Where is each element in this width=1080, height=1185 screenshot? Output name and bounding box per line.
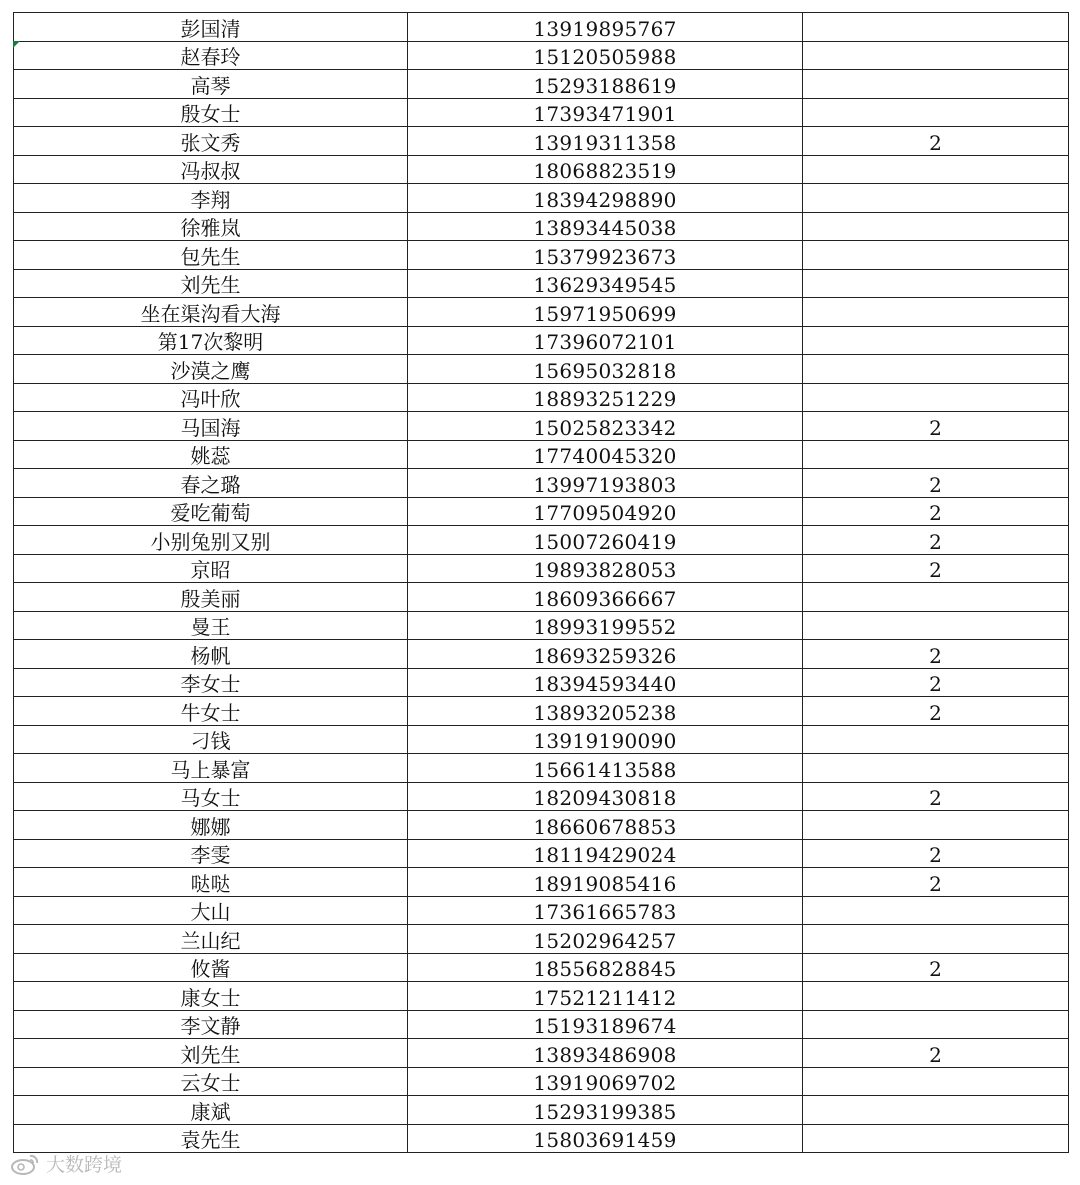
count-cell[interactable]	[803, 982, 1069, 1011]
count-cell[interactable]	[803, 298, 1069, 327]
table-row	[14, 668, 1069, 697]
phone-cell[interactable]: 17740045320	[408, 440, 803, 469]
count-cell[interactable]	[803, 896, 1069, 925]
phone-cell[interactable]: 15971950699	[408, 298, 803, 327]
phone-cell[interactable]: 15120505988	[408, 41, 803, 70]
table-row	[14, 725, 1069, 754]
phone-cell[interactable]: 18693259326	[408, 640, 803, 669]
count-cell[interactable]: 2	[803, 640, 1069, 669]
table-row	[14, 440, 1069, 469]
table-row	[14, 1124, 1069, 1153]
count-cell[interactable]: 2	[803, 782, 1069, 811]
name-cell[interactable]: 彭国清	[14, 13, 408, 42]
count-cell[interactable]: 2	[803, 953, 1069, 982]
name-cell[interactable]: 杨帆	[14, 640, 408, 669]
table-row	[14, 269, 1069, 298]
watermark-text: 大数跨境	[46, 1154, 123, 1176]
phone-cell[interactable]: 18556828845	[408, 953, 803, 982]
name-cell[interactable]: 娜娜	[14, 811, 408, 840]
phone-cell[interactable]: 18660678853	[408, 811, 803, 840]
table-row	[14, 583, 1069, 612]
cell-error-indicator-icon	[13, 41, 20, 48]
table-row	[14, 469, 1069, 498]
table-row	[14, 298, 1069, 327]
name-cell[interactable]: 坐在渠沟看大海	[14, 298, 408, 327]
table-row	[14, 1039, 1069, 1068]
name-cell[interactable]: 爱吃葡萄	[14, 497, 408, 526]
phone-cell[interactable]: 13997193803	[408, 469, 803, 498]
phone-cell[interactable]: 18394593440	[408, 668, 803, 697]
watermark	[10, 1150, 122, 1177]
table-row	[14, 839, 1069, 868]
count-cell[interactable]	[803, 440, 1069, 469]
table-row	[14, 982, 1069, 1011]
name-cell[interactable]: 马上暴富	[14, 754, 408, 783]
count-cell[interactable]	[803, 155, 1069, 184]
count-cell[interactable]	[803, 811, 1069, 840]
table-row	[14, 925, 1069, 954]
name-cell[interactable]: 马国海	[14, 412, 408, 441]
table-row	[14, 697, 1069, 726]
count-cell[interactable]	[803, 355, 1069, 384]
phone-cell[interactable]: 17709504920	[408, 497, 803, 526]
phone-cell[interactable]: 13893205238	[408, 697, 803, 726]
count-cell[interactable]: 2	[803, 127, 1069, 156]
phone-cell[interactable]: 18893251229	[408, 383, 803, 412]
table-row	[14, 1067, 1069, 1096]
count-cell[interactable]	[803, 184, 1069, 213]
name-cell[interactable]: 兰山纪	[14, 925, 408, 954]
count-cell[interactable]	[803, 1067, 1069, 1096]
count-cell[interactable]: 2	[803, 1039, 1069, 1068]
count-cell[interactable]	[803, 212, 1069, 241]
name-cell[interactable]: 康女士	[14, 982, 408, 1011]
spreadsheet-grid	[13, 12, 1068, 1153]
phone-cell[interactable]: 18993199552	[408, 611, 803, 640]
name-cell[interactable]: 李雯	[14, 839, 408, 868]
name-cell[interactable]: 攸酱	[14, 953, 408, 982]
table-row	[14, 554, 1069, 583]
name-cell[interactable]: 李文静	[14, 1010, 408, 1039]
table-row	[14, 127, 1069, 156]
table-row	[14, 953, 1069, 982]
table-row	[14, 155, 1069, 184]
name-cell[interactable]: 姚蕊	[14, 440, 408, 469]
count-cell[interactable]	[803, 611, 1069, 640]
count-cell[interactable]	[803, 1010, 1069, 1039]
table-row	[14, 184, 1069, 213]
name-cell[interactable]: 殷美丽	[14, 583, 408, 612]
phone-cell[interactable]: 13893486908	[408, 1039, 803, 1068]
count-cell[interactable]	[803, 383, 1069, 412]
name-cell[interactable]: 第17次黎明	[14, 326, 408, 355]
name-cell[interactable]: 刘先生	[14, 269, 408, 298]
name-cell[interactable]: 包先生	[14, 241, 408, 270]
name-cell[interactable]: 袁先生	[14, 1124, 408, 1153]
table-row	[14, 611, 1069, 640]
table-row	[14, 212, 1069, 241]
name-cell[interactable]: 哒哒	[14, 868, 408, 897]
phone-cell[interactable]: 13919895767	[408, 13, 803, 42]
phone-cell[interactable]: 17361665783	[408, 896, 803, 925]
count-cell[interactable]: 2	[803, 697, 1069, 726]
name-cell[interactable]: 刘先生	[14, 1039, 408, 1068]
phone-cell[interactable]: 15193189674	[408, 1010, 803, 1039]
phone-cell[interactable]: 18919085416	[408, 868, 803, 897]
phone-cell[interactable]: 15007260419	[408, 526, 803, 555]
table-row	[14, 1010, 1069, 1039]
count-cell[interactable]	[803, 583, 1069, 612]
phone-cell[interactable]: 13919069702	[408, 1067, 803, 1096]
phone-cell[interactable]: 13919190090	[408, 725, 803, 754]
phone-cell[interactable]: 18068823519	[408, 155, 803, 184]
phone-cell[interactable]: 17393471901	[408, 98, 803, 127]
name-cell[interactable]: 云女士	[14, 1067, 408, 1096]
name-cell[interactable]: 赵春玲	[14, 41, 408, 70]
table-row	[14, 526, 1069, 555]
table-row	[14, 754, 1069, 783]
count-cell[interactable]	[803, 754, 1069, 783]
phone-cell[interactable]: 15202964257	[408, 925, 803, 954]
count-cell[interactable]	[803, 725, 1069, 754]
name-cell[interactable]: 马女士	[14, 782, 408, 811]
count-cell[interactable]	[803, 269, 1069, 298]
table-row	[14, 383, 1069, 412]
table-row	[14, 41, 1069, 70]
table-row	[14, 412, 1069, 441]
name-cell[interactable]: 李女士	[14, 668, 408, 697]
count-cell[interactable]	[803, 241, 1069, 270]
name-cell[interactable]: 张文秀	[14, 127, 408, 156]
table-row	[14, 1096, 1069, 1125]
count-cell[interactable]: 2	[803, 497, 1069, 526]
count-cell[interactable]: 2	[803, 412, 1069, 441]
table-row	[14, 70, 1069, 99]
table-row	[14, 811, 1069, 840]
contact-table	[13, 12, 1069, 1153]
phone-cell[interactable]: 15661413588	[408, 754, 803, 783]
count-cell[interactable]	[803, 925, 1069, 954]
phone-cell[interactable]: 13893445038	[408, 212, 803, 241]
phone-cell[interactable]: 15293188619	[408, 70, 803, 99]
phone-cell[interactable]: 19893828053	[408, 554, 803, 583]
phone-cell[interactable]: 15025823342	[408, 412, 803, 441]
phone-cell[interactable]: 18209430818	[408, 782, 803, 811]
name-cell[interactable]: 春之璐	[14, 469, 408, 498]
count-cell[interactable]: 2	[803, 554, 1069, 583]
count-cell[interactable]	[803, 13, 1069, 42]
name-cell[interactable]: 曼王	[14, 611, 408, 640]
table-row	[14, 640, 1069, 669]
name-cell[interactable]: 殷女士	[14, 98, 408, 127]
phone-cell[interactable]: 13629349545	[408, 269, 803, 298]
name-cell[interactable]: 李翔	[14, 184, 408, 213]
table-row	[14, 13, 1069, 42]
count-cell[interactable]	[803, 1124, 1069, 1153]
name-cell[interactable]: 小别兔别又别	[14, 526, 408, 555]
count-cell[interactable]: 2	[803, 839, 1069, 868]
count-cell[interactable]	[803, 98, 1069, 127]
table-body	[14, 13, 1069, 1153]
name-cell[interactable]: 高琴	[14, 70, 408, 99]
table-row	[14, 896, 1069, 925]
phone-cell[interactable]: 15803691459	[408, 1124, 803, 1153]
name-cell[interactable]: 大山	[14, 896, 408, 925]
name-cell[interactable]: 康斌	[14, 1096, 408, 1125]
count-cell[interactable]	[803, 41, 1069, 70]
table-row	[14, 497, 1069, 526]
table-row	[14, 868, 1069, 897]
count-cell[interactable]	[803, 326, 1069, 355]
name-cell[interactable]: 徐雅岚	[14, 212, 408, 241]
count-cell[interactable]: 2	[803, 868, 1069, 897]
count-cell[interactable]	[803, 1096, 1069, 1125]
name-cell[interactable]: 冯叔叔	[14, 155, 408, 184]
table-row	[14, 241, 1069, 270]
name-cell[interactable]: 冯叶欣	[14, 383, 408, 412]
phone-cell[interactable]: 18394298890	[408, 184, 803, 213]
count-cell[interactable]: 2	[803, 469, 1069, 498]
table-row	[14, 98, 1069, 127]
table-row	[14, 326, 1069, 355]
weibo-logo-icon	[10, 1152, 40, 1176]
phone-cell[interactable]: 18119429024	[408, 839, 803, 868]
phone-cell[interactable]: 17396072101	[408, 326, 803, 355]
count-cell[interactable]: 2	[803, 526, 1069, 555]
name-cell[interactable]: 牛女士	[14, 697, 408, 726]
phone-cell[interactable]: 18609366667	[408, 583, 803, 612]
phone-cell[interactable]: 13919311358	[408, 127, 803, 156]
name-cell[interactable]: 京昭	[14, 554, 408, 583]
table-row	[14, 355, 1069, 384]
phone-cell[interactable]: 17521211412	[408, 982, 803, 1011]
phone-cell[interactable]: 15293199385	[408, 1096, 803, 1125]
count-cell[interactable]	[803, 70, 1069, 99]
name-cell[interactable]: 刁钱	[14, 725, 408, 754]
count-cell[interactable]: 2	[803, 668, 1069, 697]
table-row	[14, 782, 1069, 811]
name-cell[interactable]: 沙漠之鹰	[14, 355, 408, 384]
phone-cell[interactable]: 15695032818	[408, 355, 803, 384]
phone-cell[interactable]: 15379923673	[408, 241, 803, 270]
